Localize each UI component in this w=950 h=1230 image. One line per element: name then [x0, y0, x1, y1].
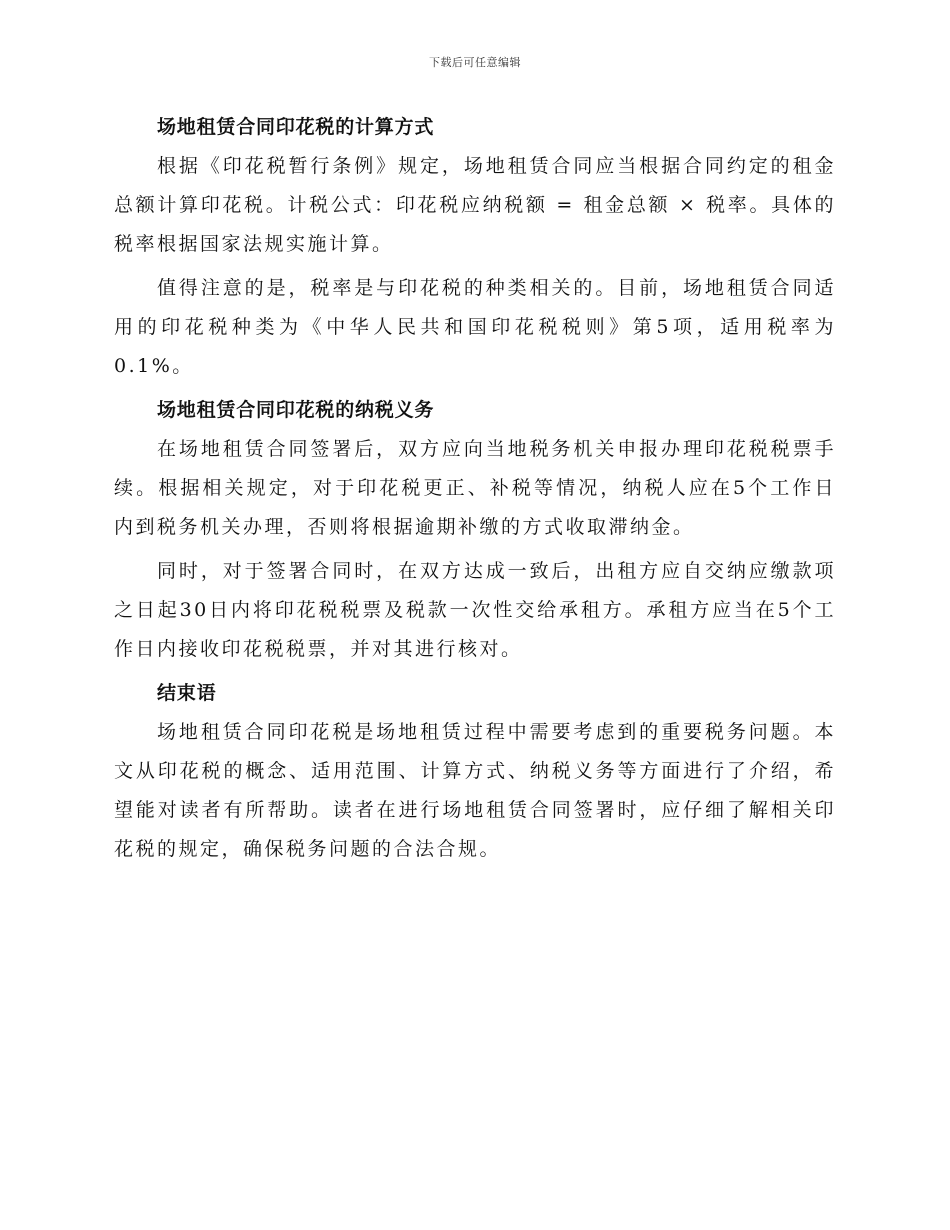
header-note: 下载后可任意编辑	[429, 56, 521, 69]
paragraph: 根据《印花税暂行条例》规定，场地租赁合同应当根据合同约定的租金总额计算印花税。计税公式：印花税应纳税额 = 租金总额 × 税率。具体的税率根据国家法规实施计算。	[114, 155, 836, 255]
section-calculation	[114, 108, 836, 386]
document-body	[114, 108, 836, 874]
paragraph: 值得注意的是，税率是与印花税的种类相关的。目前，场地租赁合同适用的印花税种类为《中华人民共和国印花税税则》第5项，适用税率为0.1%。	[114, 277, 836, 377]
paragraph: 在场地租赁合同签署后，双方应向当地税务机关申报办理印花税税票手续。根据相关规定，对于印花税更正、补税等情况，纳税人应在5个工作日内到税务机关办理，否则将根据逾期补缴的方式收取滞纳金。	[114, 438, 836, 538]
section-heading: 场地租赁合同印花税的计算方式	[157, 116, 435, 138]
section-obligation	[114, 391, 836, 669]
section-heading: 结束语	[157, 682, 217, 704]
section-heading: 场地租赁合同印花税的纳税义务	[157, 399, 435, 421]
section-conclusion	[114, 674, 836, 869]
paragraph: 场地租赁合同印花税是场地租赁过程中需要考虑到的重要税务问题。本文从印花税的概念、适用范围、计算方式、纳税义务等方面进行了介绍，希望能对读者有所帮助。读者在进行场地租赁合同签署时，应仔细了解相关印花税的规定，确保税务问题的合法合规。	[114, 721, 836, 860]
paragraph: 同时，对于签署合同时，在双方达成一致后，出租方应自交纳应缴款项之日起30日内将印花税税票及税款一次性交给承租方。承租方应当在5个工作日内接收印花税税票，并对其进行核对。	[114, 560, 836, 660]
